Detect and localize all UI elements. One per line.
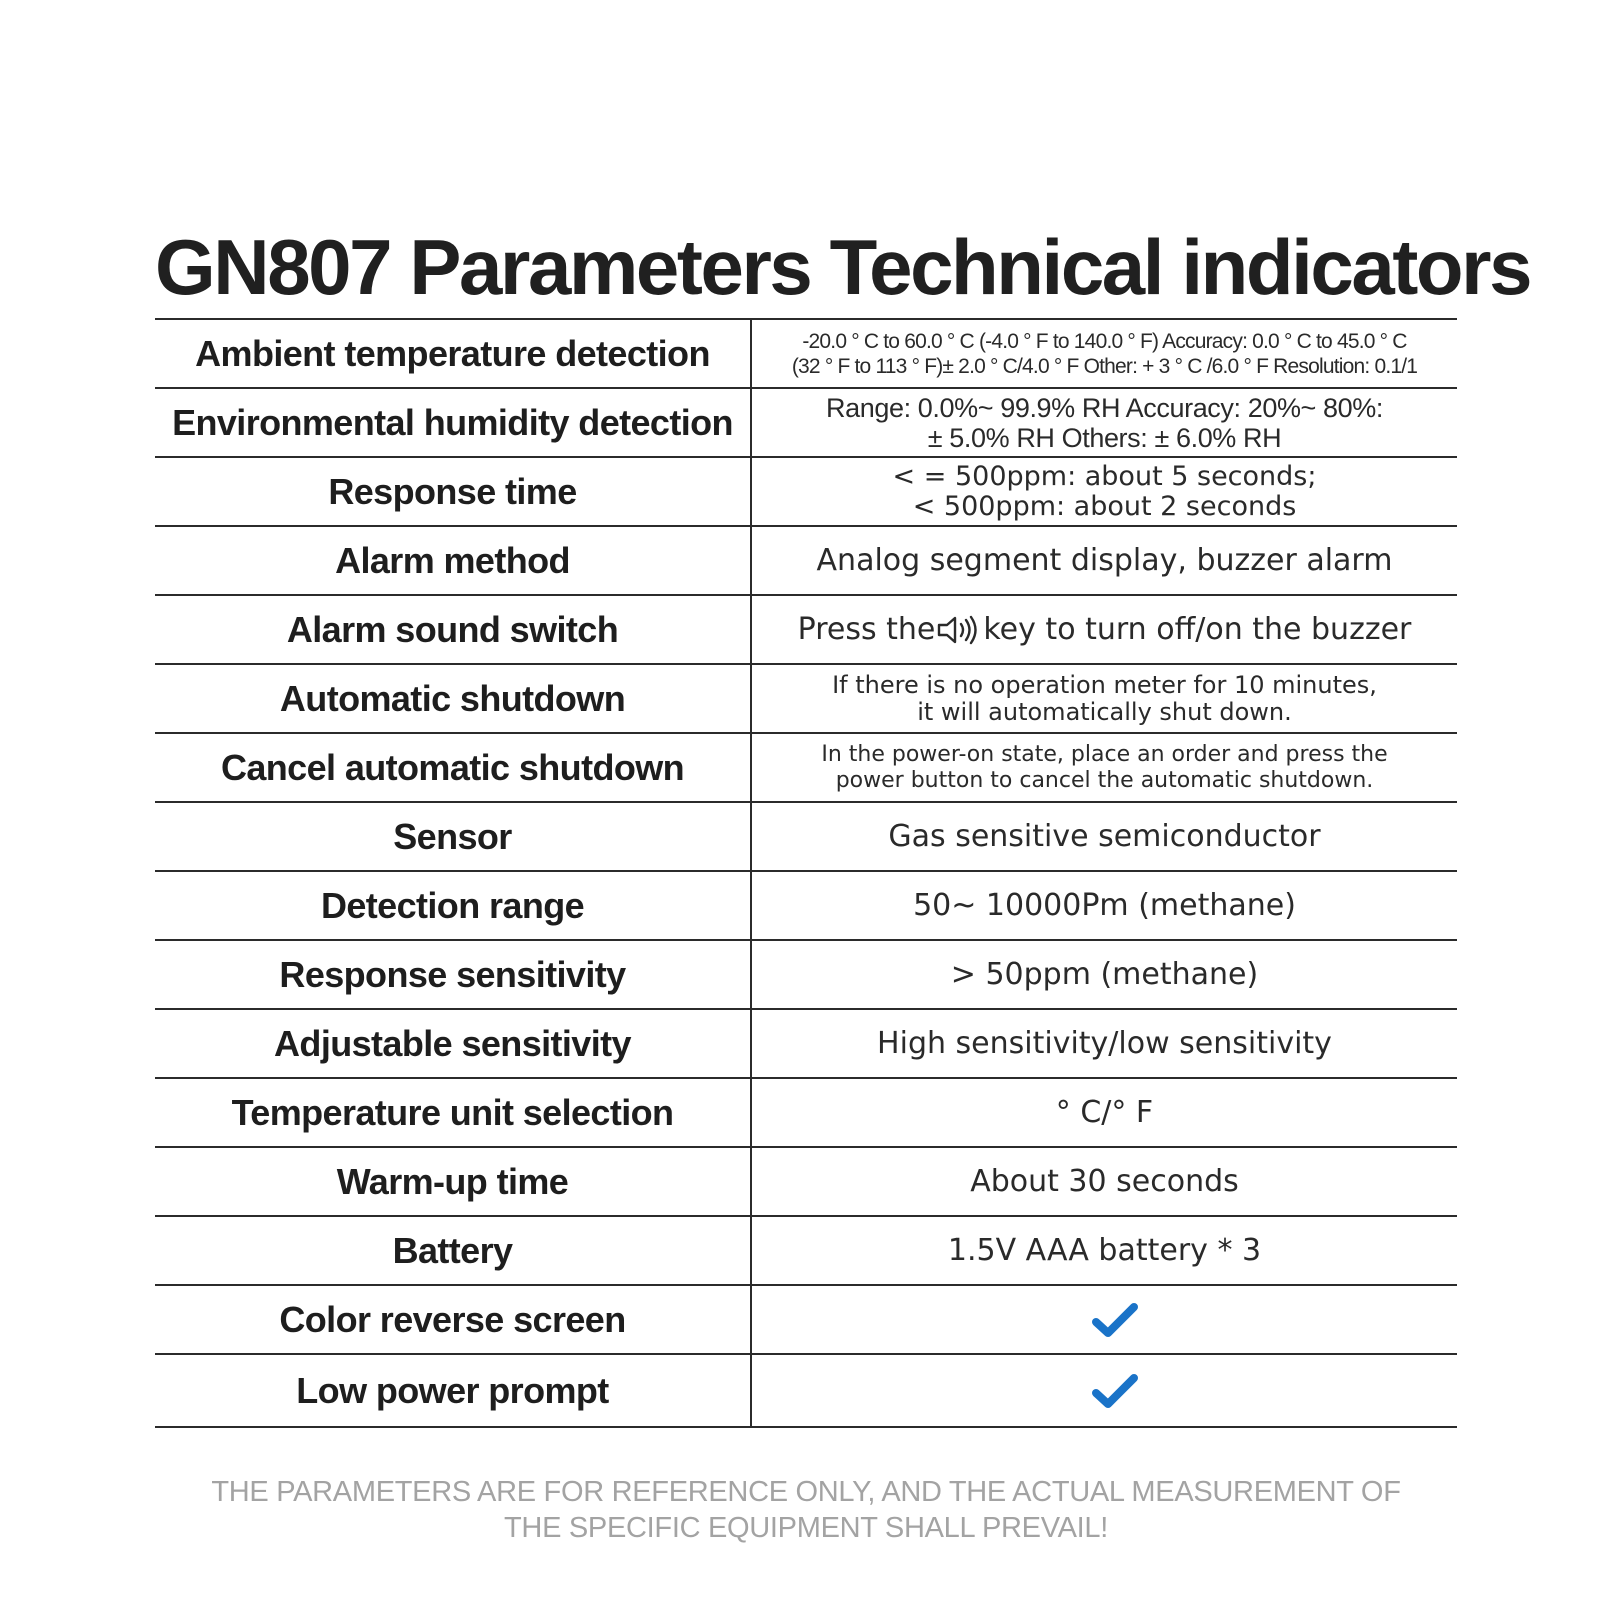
row-value xyxy=(752,389,1457,456)
row-label: Temperature unit selection xyxy=(155,1079,752,1146)
row-label: Sensor xyxy=(155,803,752,870)
row-label: Alarm method xyxy=(155,527,752,594)
table-row-alarm-method xyxy=(155,527,1457,596)
row-value: Analog segment display, buzzer alarm xyxy=(816,542,1393,578)
row-value: High sensitivity/low sensitivity xyxy=(877,1025,1332,1061)
parameters-table xyxy=(155,318,1457,1428)
row-label: Battery xyxy=(155,1217,752,1284)
row-value-line-2: ± 5.0% RH Others: ± 6.0% RH xyxy=(927,422,1282,453)
row-value-line-1: -20.0 ° C to 60.0 ° C (-4.0 ° F to 140.0 ° F) Accuracy: 0.0 ° C to 45.0 ° C xyxy=(802,329,1407,353)
checkmark-icon xyxy=(1091,1373,1139,1413)
table-row-response-time xyxy=(155,458,1457,527)
row-value-line-2: < 500ppm: about 2 seconds xyxy=(912,490,1297,522)
table-row-warm-up-time xyxy=(155,1148,1457,1217)
row-value xyxy=(752,734,1457,801)
table-row-ambient-temperature xyxy=(155,320,1457,389)
table-row-color-reverse-screen xyxy=(155,1286,1457,1355)
disclaimer-line-2: THE SPECIFIC EQUIPMENT SHALL PREVAIL! xyxy=(504,1512,1108,1544)
table-row-alarm-sound-switch xyxy=(155,596,1457,665)
row-value xyxy=(752,1286,1457,1353)
row-label: Detection range xyxy=(155,872,752,939)
table-row-humidity xyxy=(155,389,1457,458)
row-label: Ambient temperature detection xyxy=(155,320,752,387)
table-row-detection-range xyxy=(155,872,1457,941)
row-value xyxy=(752,665,1457,732)
row-value: Gas sensitive semiconductor xyxy=(888,818,1321,854)
row-value xyxy=(752,1355,1457,1426)
row-label: Automatic shutdown xyxy=(155,665,752,732)
row-label: Warm-up time xyxy=(155,1148,752,1215)
row-value-line-1: In the power-on state, place an order and press the xyxy=(821,741,1388,767)
row-label: Adjustable sensitivity xyxy=(155,1010,752,1077)
row-value xyxy=(752,458,1457,525)
table-row-temperature-unit xyxy=(155,1079,1457,1148)
row-value-line-2: (32 ° F to 113 ° F)± 2.0 ° C/4.0 ° F Other: + 3 ° C /6.0 ° F Resolution: 0.1/1 xyxy=(791,354,1418,378)
row-label: Cancel automatic shutdown xyxy=(155,734,752,801)
row-value-prefix: Press the xyxy=(797,611,936,647)
row-value: > 50ppm (methane) xyxy=(950,956,1259,992)
table-row-sensor xyxy=(155,803,1457,872)
table-row-automatic-shutdown xyxy=(155,665,1457,734)
row-value-line-2: power button to cancel the automatic shutdown. xyxy=(835,767,1374,793)
row-value-line-1: Range: 0.0%~ 99.9% RH Accuracy: 20%~ 80%: xyxy=(826,392,1383,423)
table-row-low-power-prompt xyxy=(155,1355,1457,1426)
table-row-battery xyxy=(155,1217,1457,1286)
row-value: ° C/° F xyxy=(1055,1094,1154,1130)
row-value-line-1: < = 500ppm: about 5 seconds; xyxy=(892,460,1317,492)
checkmark-icon xyxy=(1091,1302,1139,1342)
row-label: Response sensitivity xyxy=(155,941,752,1008)
row-value-line-2: it will automatically shut down. xyxy=(917,697,1292,726)
row-value-suffix: key to turn off/on the buzzer xyxy=(983,611,1412,647)
row-label: Alarm sound switch xyxy=(155,596,752,663)
row-label: Low power prompt xyxy=(155,1355,752,1426)
row-label: Environmental humidity detection xyxy=(155,389,752,456)
speaker-icon xyxy=(937,615,981,645)
row-label: Response time xyxy=(155,458,752,525)
row-value: 1.5V AAA battery * 3 xyxy=(947,1232,1262,1268)
row-value xyxy=(752,596,1457,663)
row-value xyxy=(752,320,1457,387)
table-row-response-sensitivity xyxy=(155,941,1457,1010)
row-label: Color reverse screen xyxy=(155,1286,752,1353)
row-value: About 30 seconds xyxy=(970,1163,1239,1199)
row-value-line-1: If there is no operation meter for 10 minutes, xyxy=(832,670,1377,699)
disclaimer xyxy=(155,1474,1457,1546)
table-row-adjustable-sensitivity xyxy=(155,1010,1457,1079)
page-title: GN807 Parameters Technical indicators xyxy=(155,223,1531,311)
disclaimer-line-1: THE PARAMETERS ARE FOR REFERENCE ONLY, AND THE ACTUAL MEASUREMENT OF xyxy=(211,1476,1401,1508)
row-value: 50~ 10000Pm (methane) xyxy=(913,887,1296,923)
table-row-cancel-automatic-shutdown xyxy=(155,734,1457,803)
